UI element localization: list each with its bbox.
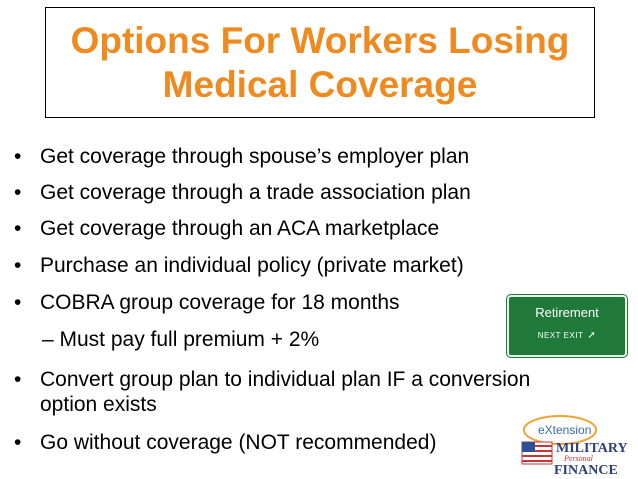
bullet-marker: •: [14, 181, 22, 204]
logo-extension-text: eXtension: [538, 423, 592, 437]
sub-bullet-text: – Must pay full premium + 2%: [42, 328, 320, 351]
bullet-text: COBRA group coverage for 18 months: [40, 291, 400, 314]
bullet-item: [14, 367, 531, 416]
title-line-1: Options For Workers Losing: [70, 19, 570, 61]
bullet-item: [14, 290, 400, 315]
bullet-marker: •: [14, 145, 22, 168]
bullet-item: [14, 216, 439, 241]
bullet-marker: •: [14, 217, 22, 240]
bullet-item: [14, 144, 469, 169]
bullet-text: Get coverage through a trade association plan: [40, 181, 471, 204]
title-line-2: Medical Coverage: [162, 63, 478, 105]
bullet-text: Go without coverage (NOT recommended): [40, 431, 437, 454]
bullet-text: Get coverage through spouse’s employer plan: [40, 145, 470, 168]
bullet-text: Get coverage through an ACA marketplace: [40, 217, 440, 240]
bullet-marker: •: [14, 368, 22, 391]
bullet-text: Convert group plan to individual plan IF a conversion: [40, 368, 531, 391]
sign-title: Retirement: [535, 305, 599, 320]
bullet-marker: •: [14, 254, 22, 277]
logo-military-text: MILITARY: [556, 441, 628, 456]
exit-arrow-icon: ➚: [587, 330, 597, 341]
bullet-text-continuation: option exists: [40, 393, 157, 416]
bullet-item: [14, 180, 471, 205]
retirement-sign-image: [507, 295, 627, 357]
flag-canton: [522, 442, 535, 452]
sub-bullet-item: [42, 327, 319, 352]
logo-finance-text: FINANCE: [554, 463, 618, 478]
bullet-marker: •: [14, 431, 22, 454]
bullet-item: [14, 253, 464, 278]
bullet-item: [14, 430, 436, 455]
bullet-marker: •: [14, 291, 22, 314]
sign-subtitle: NEXT EXIT: [537, 331, 584, 340]
extension-military-finance-logo: [520, 408, 636, 478]
bullet-text: Purchase an individual policy (private market): [40, 254, 464, 277]
logo-personal-text: Personal: [564, 454, 593, 463]
